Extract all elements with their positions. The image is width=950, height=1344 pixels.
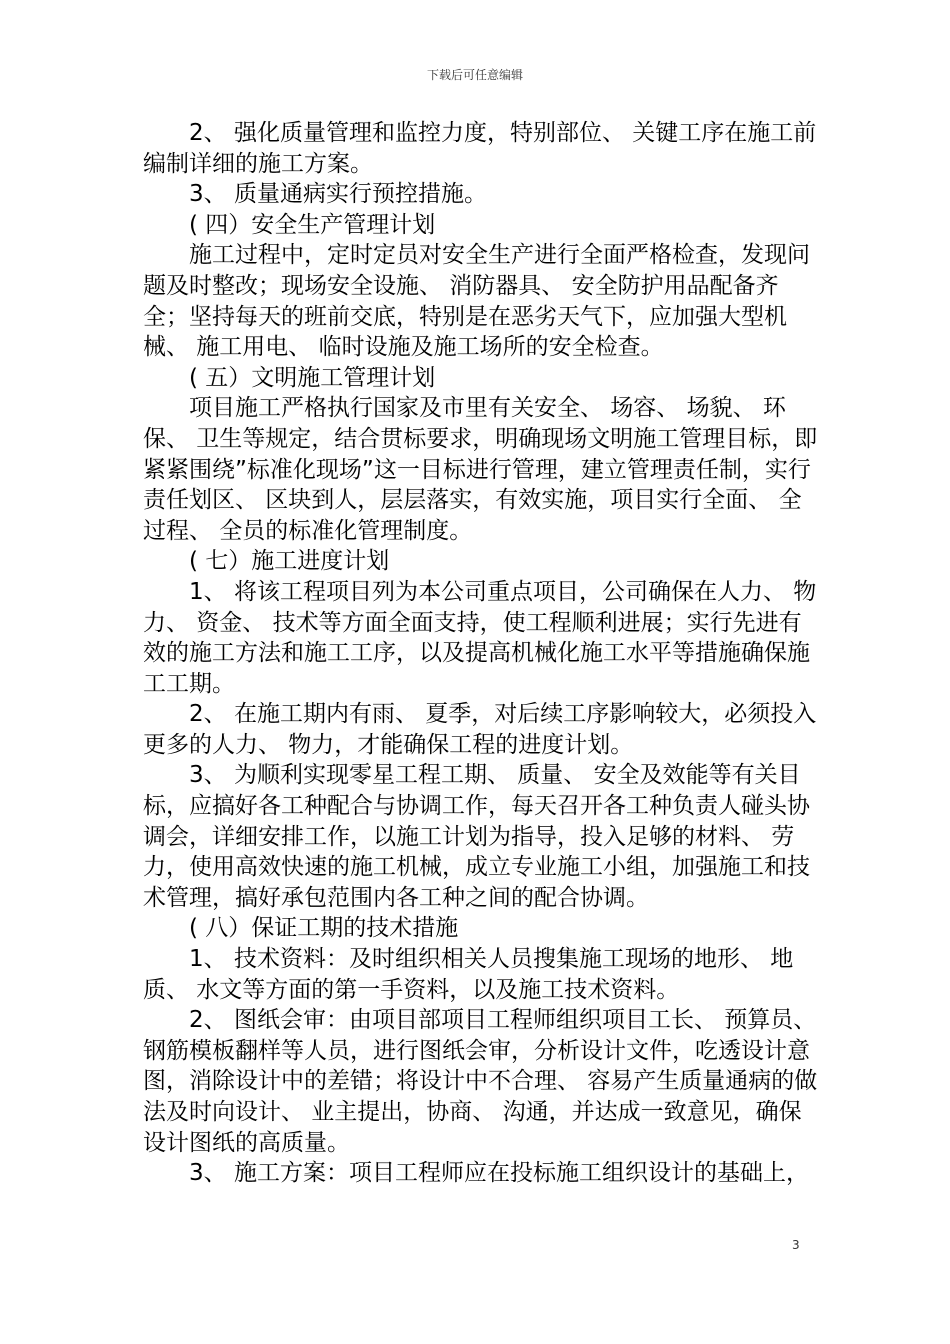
paragraph: 3、 施工方案：项目工程师应在投标施工组织设计的基础上， — [189, 1160, 809, 1187]
paragraph: 2、 在施工期内有雨、 夏季，对后续工序影响较大，必须投入更多的人力、 物力，才能确保工程的进度计划。 — [143, 701, 817, 758]
paragraph: 3、 为顺利实现零星工程工期、 质量、 安全及效能等有关目标，应搞好各工种配合与协调工作，每天召开各工种负责人碰头协调会，详细安排工作，以施工计划为指导，投入足够的材料、 劳力，使用高效快速的施工机械，成立专业施工小组，加强施工和技术管理，搞好承包范围内各工种之间的配合协调。 — [143, 762, 810, 911]
section-heading: ( 五）文明施工管理计划 — [189, 364, 436, 391]
paragraph: 1、 技术资料：及时组织相关人员搜集施工现场的地形、 地质、 水文等方面的第一手资料，以及施工技术资料。 — [143, 946, 794, 1003]
paragraph: 项目施工严格执行国家及市里有关安全、 场容、 场貌、 环保、 卫生等规定，结合贯标要求，明确现场文明施工管理目标，即紧紧围绕”标准化现场”这一目标进行管理，建立管理责任制，实行责任划区、 区块到人，层层落实，有效实施，项目实行全面、 全过程、 全员的标准化管理制度。 — [143, 395, 818, 544]
paragraph: 3、 质量通病实行预控措施。 — [189, 181, 487, 208]
document-body — [143, 118, 823, 1189]
paragraph: 施工过程中，定时定员对安全生产进行全面严格检查，发现问题及时整改；现场安全设施、 消防器具、 安全防护用品配备齐全；坚持每天的班前交底，特别是在恶劣天气下，应加强大型机械、 施工用电、 临时设施及施工场所的安全检查。 — [143, 242, 810, 361]
paragraph: 1、 将该工程项目列为本公司重点项目，公司确保在人力、 物力、 资金、 技术等方面全面支持，使工程顺利进展；实行先进有效的施工方法和施工工序，以及提高机械化施工水平等措施确保施工工期。 — [143, 578, 817, 697]
section-heading: ( 七）施工进度计划 — [189, 548, 390, 575]
section-heading: ( 八）保证工期的技术措施 — [189, 915, 459, 942]
section-heading: ( 四）安全生产管理计划 — [189, 211, 436, 238]
page-number: 3 — [792, 1238, 800, 1252]
paragraph: 2、 强化质量管理和监控力度，特别部位、 关键工序在施工前编制详细的施工方案。 — [143, 120, 817, 177]
paragraph: 2、 图纸会审：由项目部项目工程师组织项目工长、 预算员、 钢筋模板翻样等人员，进行图纸会审，分析设计文件，吃透设计意图，消除设计中的差错；将设计中不合理、 容易产生质量通病的做法及时向设计、 业主提出，协商、 沟通，并达成一致意见，确保设计图纸的高质量。 — [143, 1007, 818, 1156]
page-header: 下载后可任意编辑 — [426, 68, 523, 82]
